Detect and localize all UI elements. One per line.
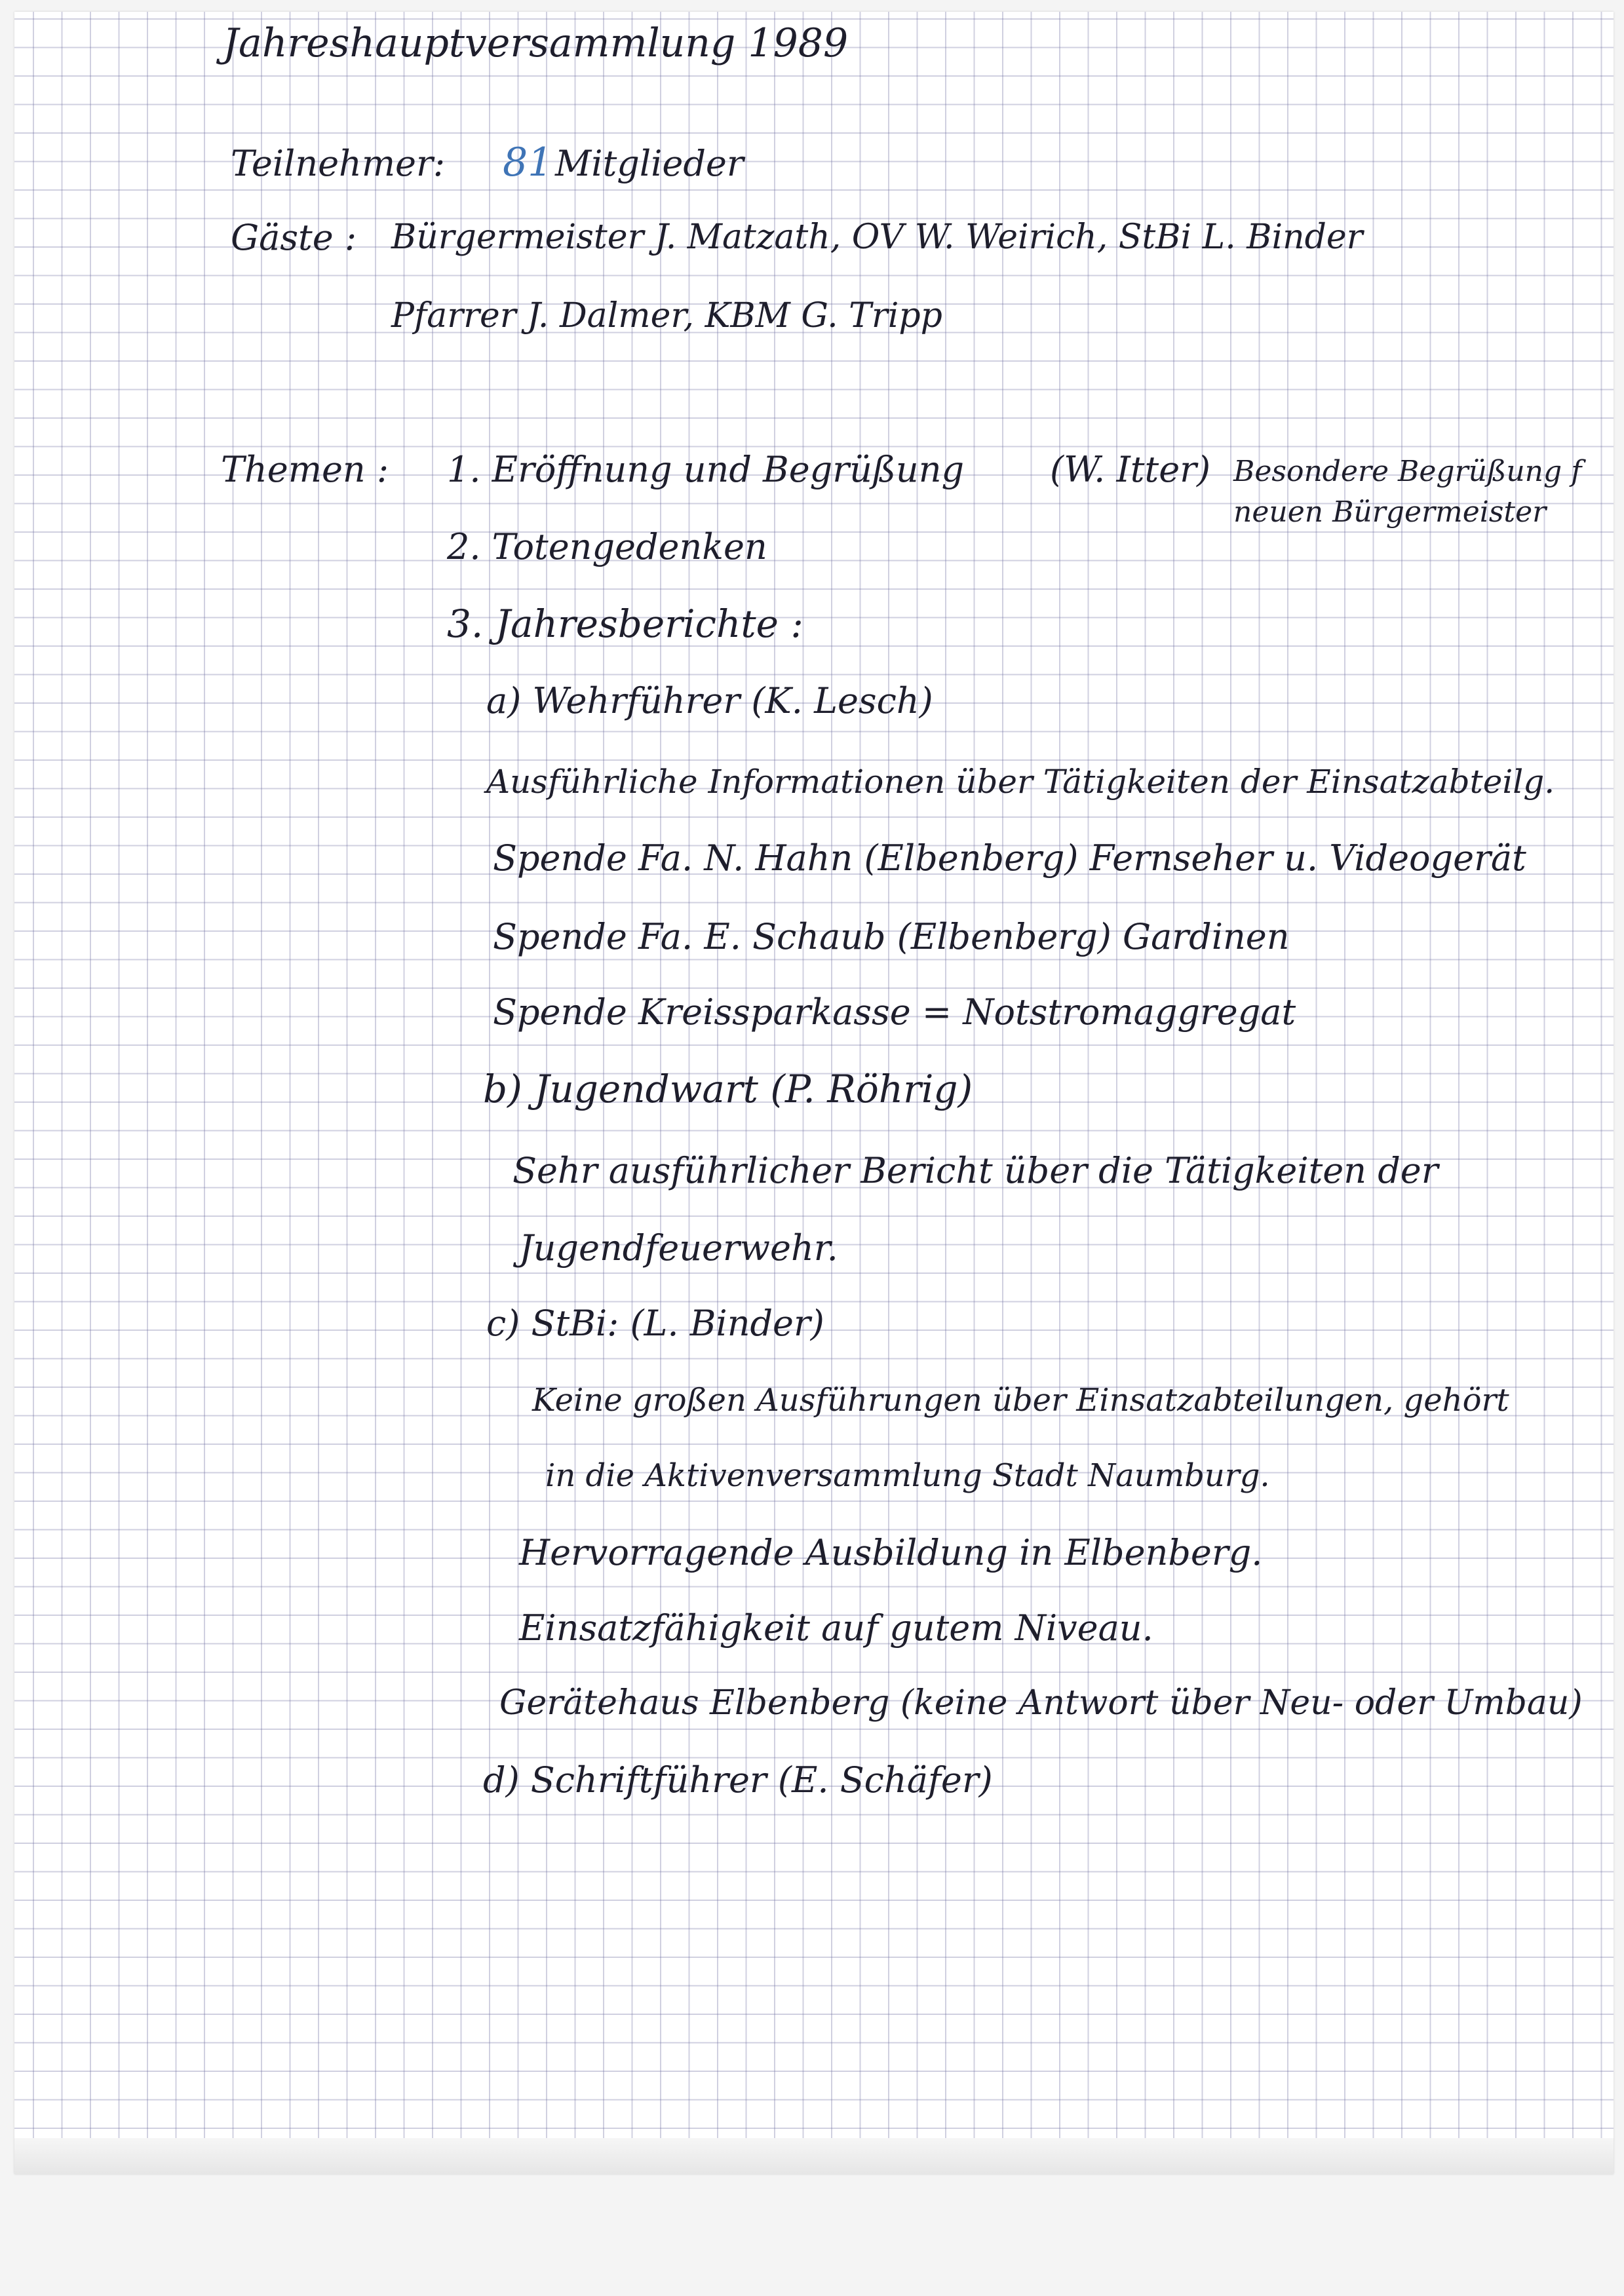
guests-line1: Bürgermeister J. Matzath, OV W. Weirich, StBi L. Binder xyxy=(391,218,1363,257)
report-a-line-3: Spende Fa. E. Schaub (Elbenberg) Gardinen xyxy=(493,916,1290,957)
topics-label: Themen : xyxy=(221,449,389,490)
guests-label: Gäste : xyxy=(231,217,357,258)
topic-item-1-note: Besondere Begrüßung f xyxy=(1233,455,1582,488)
report-d-title: d) Schriftführer (E. Schäfer) xyxy=(483,1759,993,1801)
report-a-line-1: Ausführliche Informationen über Tätigkeiten der Einsatzabteilg. xyxy=(486,763,1555,801)
report-c-line-4: Einsatzfähigkeit auf gutem Niveau. xyxy=(519,1607,1153,1649)
topic-item-3: 3. Jahresberichte : xyxy=(447,602,803,646)
report-b-title: b) Jugendwart (P. Röhrig) xyxy=(483,1067,973,1111)
report-a-title: a) Wehrführer (K. Lesch) xyxy=(486,680,933,721)
report-c-line-5: Gerätehaus Elbenberg (keine Antwort über Neu- oder Umbau) xyxy=(499,1683,1583,1723)
report-a-line-2: Spende Fa. N. Hahn (Elbenberg) Fernseher u. Videogerät xyxy=(493,837,1526,879)
topic-item-1-speaker: (W. Itter) xyxy=(1050,449,1211,490)
topic-item-1: 1. Eröffnung und Begrüßung xyxy=(447,449,965,490)
report-c-line-2: in die Aktivenversammlung Stadt Naumburg. xyxy=(545,1457,1270,1494)
report-a-line-4: Spende Kreissparkasse = Notstromaggregat xyxy=(493,991,1296,1033)
report-c-title: c) StBi: (L. Binder) xyxy=(486,1303,824,1344)
notebook-page xyxy=(14,12,1614,2174)
topic-item-2: 2. Totengedenken xyxy=(447,526,767,567)
report-c-line-1: Keine großen Ausführungen über Einsatzabteilungen, gehört xyxy=(532,1382,1509,1419)
participants-unit: Mitglieder xyxy=(555,143,744,184)
report-b-line-2: Jugendfeuerwehr. xyxy=(519,1227,838,1269)
report-b-line-1: Sehr ausführlicher Bericht über die Tätigkeiten der xyxy=(512,1150,1439,1191)
participants-label: Teilnehmer: xyxy=(231,143,446,184)
page-edge-shadow xyxy=(14,2147,1614,2149)
topic-item-1-note-line2: neuen Bürgermeister xyxy=(1233,495,1547,529)
report-c-line-3: Hervorragende Ausbildung in Elbenberg. xyxy=(519,1532,1263,1573)
participants-count: 81 xyxy=(503,140,553,185)
page-heading: Jahreshauptversammlung 1989 xyxy=(223,20,849,66)
guests-line2: Pfarrer J. Dalmer, KBM G. Tripp xyxy=(391,296,942,335)
